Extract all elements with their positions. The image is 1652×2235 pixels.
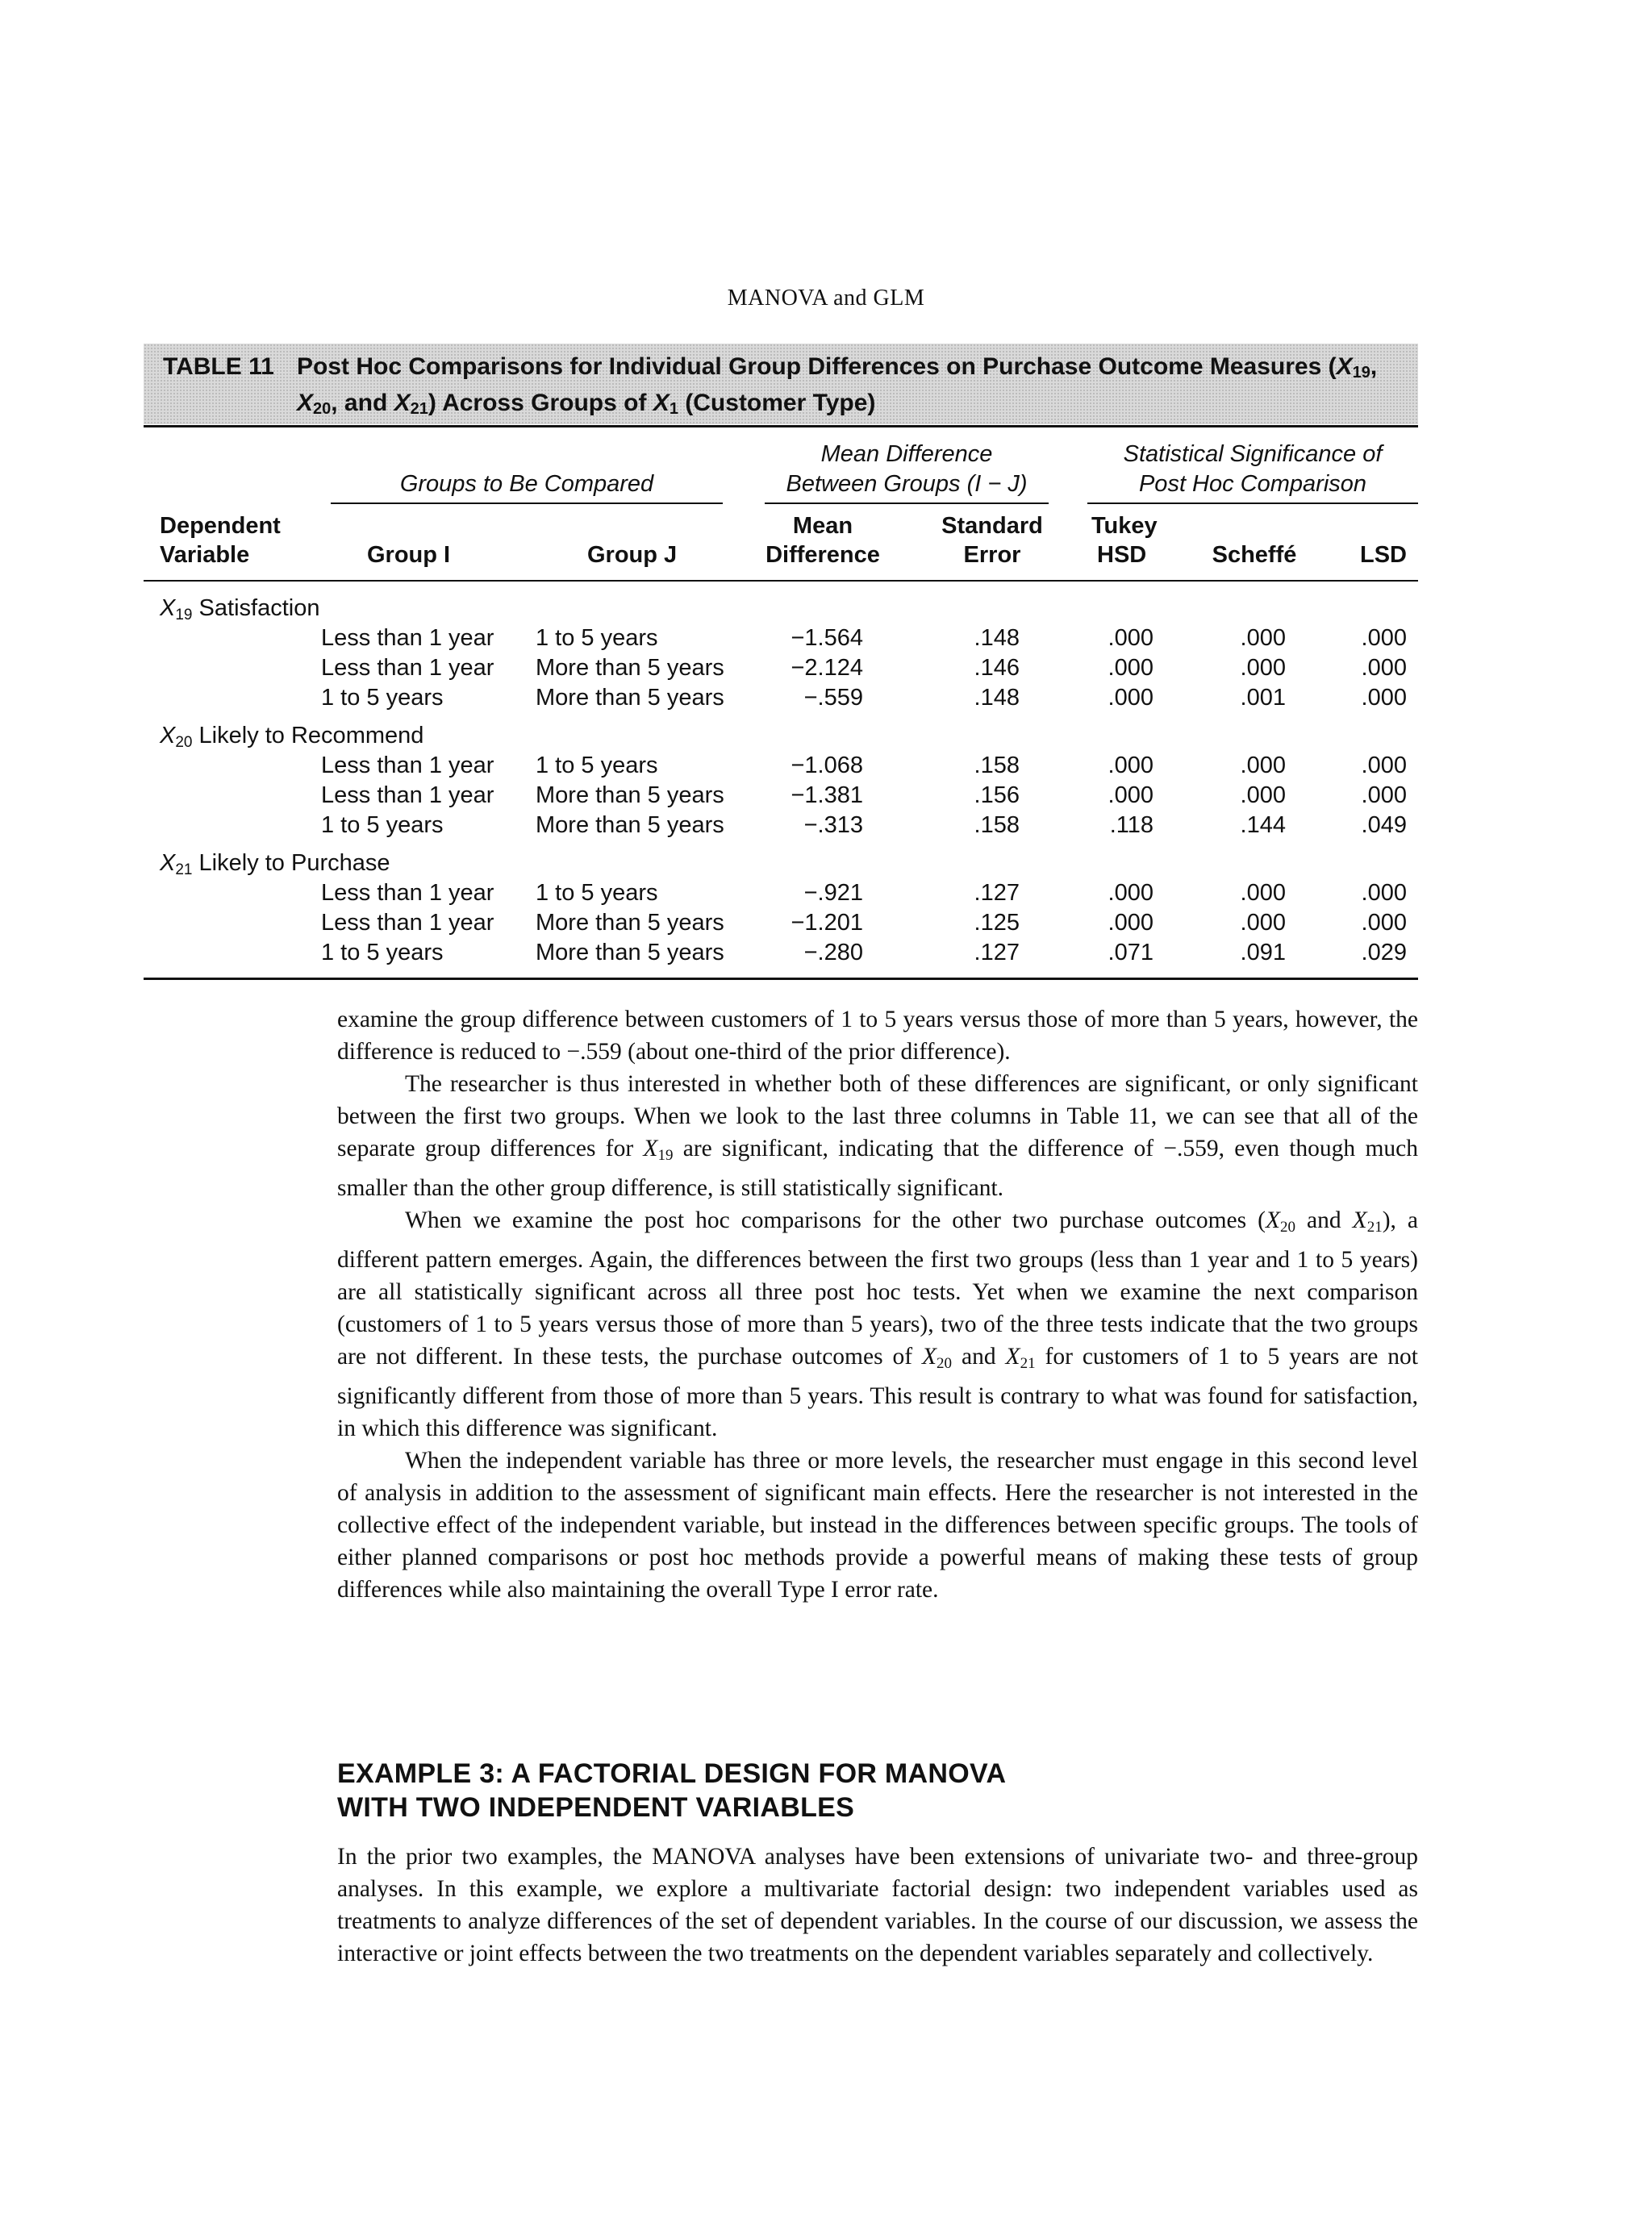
cell-scheffe: .000 (1240, 753, 1286, 778)
col-group-j: Group J (587, 542, 678, 568)
col-dependent-line2: Variable (160, 542, 250, 568)
table-top-rule (144, 425, 1418, 427)
cell-tukey: .000 (1108, 625, 1153, 651)
cell-scheffe: .000 (1240, 655, 1286, 681)
cell-lsd: .000 (1361, 880, 1407, 906)
col-se-line2: Error (963, 542, 1021, 568)
cell-tukey: .000 (1108, 685, 1153, 711)
cell-group-j: More than 5 years (536, 940, 724, 965)
column-header-rule (144, 580, 1418, 582)
cell-lsd: .000 (1361, 655, 1407, 681)
col-scheffe: Scheffé (1212, 542, 1297, 568)
cell-group-i: 1 to 5 years (321, 685, 444, 711)
cell-lsd: .000 (1361, 782, 1407, 808)
col-group-i: Group I (367, 542, 451, 568)
cell-group-j: More than 5 years (536, 782, 724, 808)
running-head: MANOVA and GLM (727, 286, 925, 311)
cell-lsd: .000 (1361, 685, 1407, 711)
mean-spanner-header-line2: Between Groups (I − J) (786, 471, 1028, 497)
section-heading (337, 1757, 1418, 1824)
cell-tukey: .000 (1108, 655, 1153, 681)
sig-header-rule (1087, 502, 1418, 504)
cell-std-error: .158 (974, 812, 1020, 838)
col-lsd: LSD (1360, 542, 1407, 568)
sig-spanner-header-line1: Statistical Significance of (1123, 441, 1383, 467)
cell-mean-diff: −.559 (803, 685, 863, 711)
cell-group-j: 1 to 5 years (536, 625, 658, 651)
cell-mean-diff: −1.381 (791, 782, 863, 808)
col-mean-line1: Mean (792, 513, 853, 539)
body-text (337, 1003, 1418, 1606)
cell-std-error: .156 (974, 782, 1020, 808)
paragraph-1: examine the group difference between customers of 1 to 5 years versus those of more than 5 years, however, the difference is reduced to −.559 (about one-third of the prior difference). (337, 1007, 1418, 1065)
col-se-line1: Standard (941, 513, 1043, 539)
table-caption (144, 344, 1418, 424)
cell-std-error: .125 (974, 910, 1020, 936)
cell-group-j: More than 5 years (536, 685, 724, 711)
cell-lsd: .029 (1361, 940, 1407, 965)
cell-group-i: 1 to 5 years (321, 812, 444, 838)
cell-scheffe: .000 (1240, 782, 1286, 808)
cell-scheffe: .144 (1240, 812, 1286, 838)
cell-scheffe: .001 (1240, 685, 1286, 711)
cell-std-error: .158 (974, 753, 1020, 778)
col-tukey-line1: Tukey (1091, 513, 1158, 539)
cell-group-j: 1 to 5 years (536, 753, 658, 778)
section-heading-line1: EXAMPLE 3: A FACTORIAL DESIGN FOR MANOVA (337, 1758, 1007, 1789)
paragraph-2: The researcher is thus interested in whether both of these differences are significant, or only significant between the first two groups. When we look to the last three columns in Table 11, we can see that all of the separate group differences for $X_{19}$ are significant, indicating that the difference of −.559, even though much smaller than the other group difference, is still statistically significant. (337, 1071, 1418, 1201)
cell-mean-diff: −.280 (803, 940, 863, 965)
cell-tukey: .071 (1108, 940, 1153, 965)
group-spanner-header: Groups to Be Compared (399, 471, 654, 497)
mean-header-rule (765, 502, 1049, 504)
cell-std-error: .148 (974, 685, 1020, 711)
cell-group-j: More than 5 years (536, 812, 724, 838)
cell-std-error: .148 (974, 625, 1020, 651)
cell-scheffe: .091 (1240, 940, 1286, 965)
cell-mean-diff: −2.124 (791, 655, 863, 681)
section-label-x20: $X_{20}$ Likely to Recommend (160, 723, 424, 751)
cell-std-error: .127 (974, 940, 1020, 965)
cell-scheffe: .000 (1240, 880, 1286, 906)
cell-lsd: .000 (1361, 625, 1407, 651)
cell-group-j: 1 to 5 years (536, 880, 658, 906)
cell-tukey: .000 (1108, 753, 1153, 778)
cell-tukey: .000 (1108, 782, 1153, 808)
cell-group-i: Less than 1 year (321, 753, 494, 778)
cell-mean-diff: −1.068 (791, 753, 863, 778)
cell-tukey: .000 (1108, 880, 1153, 906)
sig-spanner-header-line2: Post Hoc Comparison (1138, 471, 1367, 497)
final-body-text (337, 1841, 1418, 1970)
cell-lsd: .000 (1361, 910, 1407, 936)
cell-group-j: More than 5 years (536, 655, 724, 681)
section-label-x19: $X_{19}$ Satisfaction (160, 595, 320, 623)
cell-group-i: Less than 1 year (321, 655, 494, 681)
paragraph-4: When the independent variable has three or more levels, the researcher must engage in this second level of analysis in addition to the assessment of significant main effects. Here the researcher is not interested in the collective effect of the independent variable, but instead in the differences between specific groups. The tools of either planned comparisons or post hoc methods provide a powerful means of making these tests of group differences while also maintaining the overall Type I error rate. (337, 1448, 1418, 1603)
section-heading-line2: WITH TWO INDEPENDENT VARIABLES (337, 1792, 855, 1823)
cell-mean-diff: −1.564 (791, 625, 863, 651)
cell-mean-diff: −1.201 (791, 910, 863, 936)
cell-group-j: More than 5 years (536, 910, 724, 936)
cell-group-i: Less than 1 year (321, 910, 494, 936)
section-label-x21: $X_{21}$ Likely to Purchase (160, 850, 390, 878)
cell-tukey: .118 (1109, 812, 1153, 838)
group-header-rule (331, 502, 723, 504)
cell-std-error: .146 (974, 655, 1020, 681)
cell-std-error: .127 (974, 880, 1020, 906)
cell-scheffe: .000 (1240, 910, 1286, 936)
mean-spanner-header-line1: Mean Difference (820, 441, 993, 467)
cell-mean-diff: −.921 (803, 880, 863, 906)
cell-mean-diff: −.313 (803, 812, 863, 838)
table-title: Post Hoc Comparisons for Individual Group Differences on Purchase Outcome Measures ($X_{19}$, $X_{20}$, and $X_{21}$) Across Groups of $X_1$ (Customer Type) (297, 353, 1378, 418)
cell-group-i: Less than 1 year (321, 782, 494, 808)
col-tukey-line2: HSD (1097, 542, 1147, 568)
col-dependent-line1: Dependent (160, 513, 281, 539)
cell-group-i: Less than 1 year (321, 880, 494, 906)
cell-tukey: .000 (1108, 910, 1153, 936)
cell-scheffe: .000 (1240, 625, 1286, 651)
cell-group-i: Less than 1 year (321, 625, 494, 651)
cell-lsd: .000 (1361, 753, 1407, 778)
paragraph-3: When we examine the post hoc comparisons for the other two purchase outcomes ($X_{20}$ and $X_{21}$), a different pattern emerges. Again, the differences between the first two groups (less than 1 year and 1 to 5 years) are all statistically significant across all three post hoc tests. Yet when we examine the next comparison (customers of 1 to 5 years versus those of more than 5 years), two of the three tests indicate that the two groups are not different. In these tests, the purchase outcomes of $X_{20}$ and $X_{21}$ for customers of 1 to 5 years are not significantly different from those of more than 5 years. This result is contrary to what was found for satisfaction, in which this difference was significant. (337, 1207, 1419, 1441)
table-label: TABLE 11 (163, 353, 274, 380)
cell-group-i: 1 to 5 years (321, 940, 444, 965)
table-bottom-rule (144, 978, 1418, 980)
col-mean-line2: Difference (766, 542, 880, 568)
paragraph-5: In the prior two examples, the MANOVA analyses have been extensions of univariate two- and three-group analyses. In this example, we explore a multivariate factorial design: two independent variables used as treatments to analyze differences of the set of dependent variables. In the course of our discussion, we assess the interactive or joint effects between the two treatments on the dependent variables separately and collectively. (337, 1844, 1418, 1966)
cell-lsd: .049 (1361, 812, 1407, 838)
